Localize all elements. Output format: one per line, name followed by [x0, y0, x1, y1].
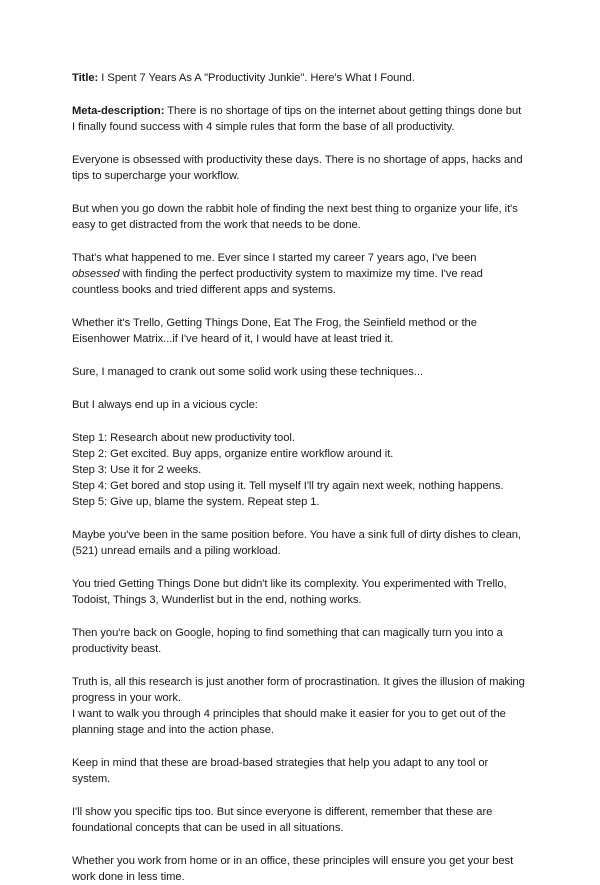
paragraph-10-line-1: Truth is, all this research is just another form of procrastination. It gives the illusion of making	[72, 676, 525, 688]
title-text: I Spent 7 Years As A "Productivity Junkie". Here's What I Found.	[98, 72, 415, 84]
paragraph-13-line-1: Whether you work from home or in an office, these principles will ensure you get your best	[72, 855, 514, 867]
paragraph-11-line-2: system.	[72, 773, 111, 785]
step-item: Step 1: Research about new productivity tool.	[72, 432, 295, 444]
paragraph-8-line-2: Todoist, Things 3, Wunderlist but in the end, nothing works.	[72, 594, 362, 606]
step-item: Step 2: Get excited. Buy apps, organize entire workflow around it.	[72, 448, 394, 460]
paragraph-10-line-4: planning stage and into the action phase.	[72, 724, 274, 736]
paragraph-7-line-2: (521) unread emails and a piling workload.	[72, 545, 281, 557]
step-item: Step 4: Get bored and stop using it. Tell myself I'll try again next week, nothing happens.	[72, 480, 504, 492]
paragraph-9-line-2: productivity beast.	[72, 643, 162, 655]
paragraph-4	[72, 315, 528, 347]
paragraph-5	[72, 364, 528, 380]
paragraph-2	[72, 201, 528, 233]
paragraph-10	[72, 674, 528, 738]
paragraph-3	[72, 250, 528, 298]
steps-list	[72, 430, 528, 510]
paragraph-3-line-3: countless books and tried different apps and systems.	[72, 284, 336, 296]
title-line	[72, 70, 528, 86]
paragraph-5-line-1: Sure, I managed to crank out some solid work using these techniques...	[72, 366, 423, 378]
meta-line-1	[72, 103, 528, 119]
paragraph-9	[72, 625, 528, 657]
step-item: Step 3: Use it for 2 weeks.	[72, 464, 202, 476]
paragraph-1-line-1: Everyone is obsessed with productivity these days. There is no shortage of apps, hacks and	[72, 154, 523, 166]
meta-description-paragraph	[72, 103, 528, 135]
paragraph-6	[72, 397, 528, 413]
paragraph-10-line-3: I want to walk you through 4 principles that should make it easier for you to get out of the	[72, 708, 506, 720]
paragraph-11	[72, 755, 528, 787]
paragraph-9-line-1: Then you're back on Google, hoping to find something that can magically turn you into a	[72, 627, 503, 639]
paragraph-1-line-2: tips to supercharge your workflow.	[72, 170, 240, 182]
paragraph-3-line-1: That's what happened to me. Ever since I started my career 7 years ago, I've been	[72, 252, 477, 264]
paragraph-1	[72, 152, 528, 184]
paragraph-4-line-2: Eisenhower Matrix...if I've heard of it, I would have at least tried it.	[72, 333, 394, 345]
title-paragraph	[72, 70, 528, 86]
paragraph-12-line-1: I'll show you specific tips too. But since everyone is different, remember that these are	[72, 806, 493, 818]
title-label: Title:	[72, 72, 99, 84]
step-item: Step 5: Give up, blame the system. Repeat step 1.	[72, 496, 320, 508]
paragraph-11-line-1: Keep in mind that these are broad-based strategies that help you adapt to any tool or	[72, 757, 489, 769]
paragraph-12-line-2: foundational concepts that can be used in all situations.	[72, 822, 344, 834]
document-body	[72, 70, 528, 885]
obsessed-emphasis: obsessed	[72, 268, 120, 280]
paragraph-3-line-2	[72, 266, 528, 282]
paragraph-8	[72, 576, 528, 608]
meta-line-2: I finally found success with 4 simple rules that form the base of all productivity.	[72, 121, 455, 133]
paragraph-8-line-1: You tried Getting Things Done but didn't like its complexity. You experimented with Trello,	[72, 578, 507, 590]
paragraph-10-line-2: progress in your work.	[72, 692, 181, 704]
paragraph-4-line-1: Whether it's Trello, Getting Things Done, Eat The Frog, the Seinfield method or the	[72, 317, 477, 329]
paragraph-6-line-1: But I always end up in a vicious cycle:	[72, 399, 258, 411]
paragraph-7-line-1: Maybe you've been in the same position before. You have a sink full of dirty dishes to clean,	[72, 529, 521, 541]
paragraph-12	[72, 804, 528, 836]
meta-label: Meta-description:	[72, 105, 165, 117]
paragraph-2-line-2: easy to get distracted from the work that needs to be done.	[72, 219, 361, 231]
paragraph-13-line-2: work done in less time.	[72, 871, 185, 883]
meta-text-1: There is no shortage of tips on the internet about getting things done but	[164, 105, 522, 117]
paragraph-2-line-1: But when you go down the rabbit hole of finding the next best thing to organize your life, it's	[72, 203, 518, 215]
paragraph-3-line-2-rest: with finding the perfect productivity system to maximize my time. I've read	[119, 268, 483, 280]
paragraph-13	[72, 853, 528, 885]
paragraph-7	[72, 527, 528, 559]
